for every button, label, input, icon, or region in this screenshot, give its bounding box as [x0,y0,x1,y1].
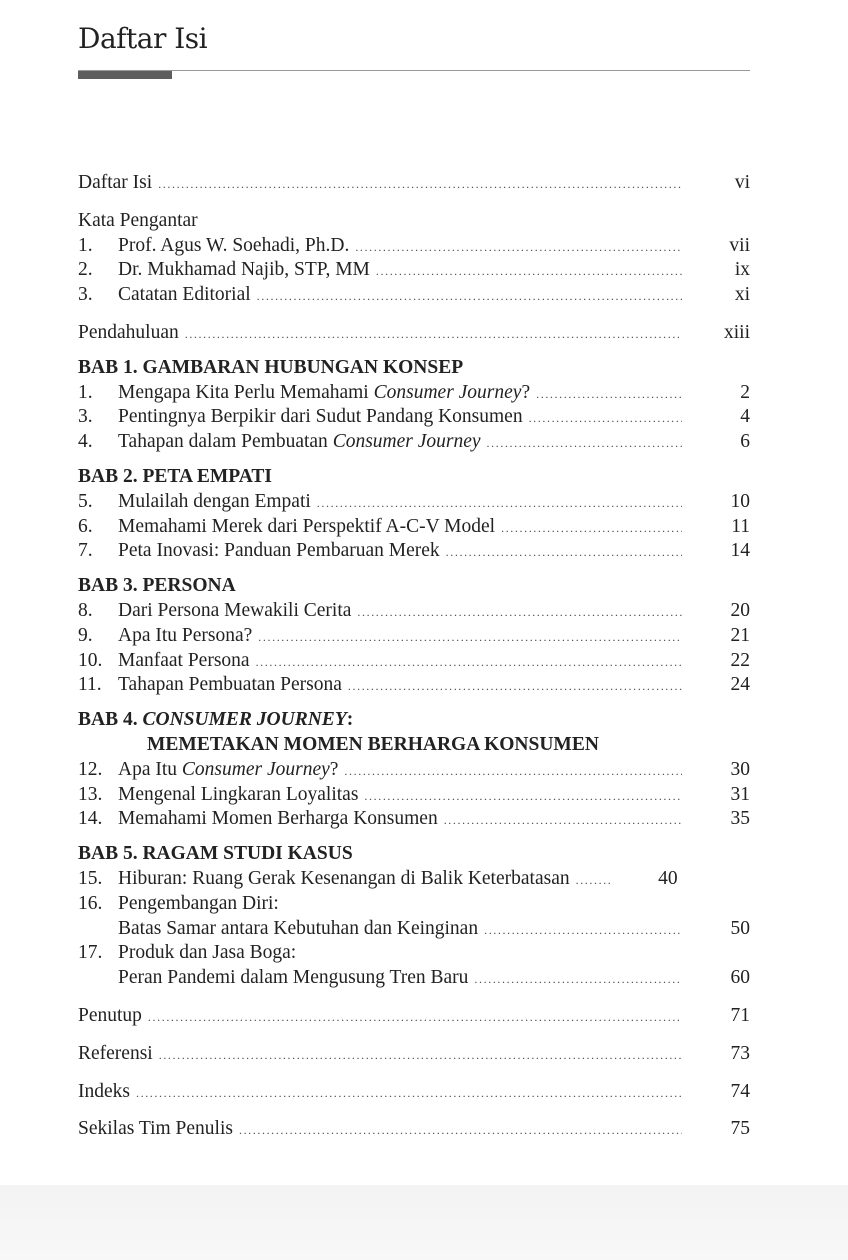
toc-entry-pendahuluan[interactable] [78,321,750,346]
toc-number: 16. [78,892,103,914]
toc-label: Memahami Momen Berharga Konsumen [118,808,438,830]
leader-dots [256,650,682,675]
toc-number: 1. [78,381,93,403]
toc-page-number: xiii [723,321,750,343]
toc-label: Apa Itu Persona? [118,624,253,646]
leader-dots [239,1118,682,1143]
toc-label-line1: Produk dan Jasa Boga: [118,942,297,964]
section-heading-kata-pengantar: Kata Pengantar [78,209,198,231]
toc-entry-line1[interactable] [78,941,750,966]
toc-number: 2. [78,259,93,281]
chapter-heading-bab-3 [78,574,750,599]
leader-dots [159,1043,682,1068]
toc-label: Manfaat Persona [118,649,250,671]
toc-page-number: 74 [730,1080,750,1102]
toc-page-number: 75 [730,1118,750,1140]
leader-dots [136,1081,682,1106]
toc-number: 7. [78,540,93,562]
title-underline [78,70,750,71]
leader-dots [317,491,682,516]
toc-label: Apa Itu Consumer Journey? [118,758,339,780]
table-of-contents [78,171,750,1142]
toc-page-number: vii [729,234,750,256]
toc-number: 9. [78,624,93,646]
leader-dots [501,516,682,541]
toc-page-number: 73 [730,1042,750,1064]
toc-page-number: 71 [730,1004,750,1026]
toc-label: Daftar Isi [78,172,153,193]
toc-page-number: 50 [730,917,750,939]
toc-label: Dari Persona Mewakili Cerita [118,599,352,621]
toc-entry[interactable] [78,758,750,783]
toc-entry[interactable] [78,234,750,259]
leader-dots [474,967,682,992]
toc-page-number: 22 [730,649,750,671]
toc-page-number: 10 [730,490,750,512]
toc-section-heading [78,209,750,234]
toc-label: Tahapan Pembuatan Persona [118,674,342,696]
chapter-heading-text: MEMETAKAN MOMEN BERHARGA KONSUMEN [147,733,599,755]
leader-dots [355,235,682,260]
toc-entry[interactable] [78,649,750,674]
toc-number: 11. [78,674,102,696]
toc-page-number: xi [734,284,750,306]
leader-dots [576,868,610,893]
title-underline-accent [78,71,172,79]
toc-entry[interactable] [78,283,750,308]
toc-label: Batas Samar antara Kebutuhan dan Keinginan [118,917,479,939]
leader-dots [357,600,682,625]
toc-page-number: 4 [740,406,750,428]
toc-number: 5. [78,490,93,512]
toc-entry-penutup[interactable] [78,1004,750,1029]
toc-number: 4. [78,431,93,453]
toc-entry[interactable] [78,381,750,406]
toc-page-number: 11 [731,515,750,537]
toc-entry[interactable] [78,490,750,515]
toc-number: 10. [78,649,103,671]
toc-label: Memahami Merek dari Perspektif A-C-V Model [118,515,496,537]
toc-number: 14. [78,808,103,830]
leader-dots [376,259,682,284]
toc-entry[interactable] [78,430,750,455]
toc-label: Peta Inovasi: Panduan Pembaruan Merek [118,540,440,562]
toc-entry[interactable] [78,917,750,942]
toc-page-number: 21 [730,624,750,646]
chapter-heading-text: BAB 1. GAMBARAN HUBUNGAN KONSEP [78,356,464,378]
toc-label: Tahapan dalam Pembuatan Consumer Journey [118,431,481,453]
leader-dots [484,918,682,943]
toc-entry[interactable] [78,783,750,808]
toc-entry-daftar-isi[interactable] [78,171,750,196]
toc-entry-indeks[interactable] [78,1080,750,1105]
toc-entry[interactable] [78,258,750,283]
toc-label: Dr. Mukhamad Najib, STP, MM [118,259,370,281]
toc-entry[interactable] [78,405,750,430]
leader-dots [158,172,682,197]
leader-dots [536,382,682,407]
toc-label: Referensi [78,1042,153,1064]
toc-entry[interactable] [78,867,750,892]
toc-page-number: 60 [730,967,750,989]
toc-number: 8. [78,599,93,621]
chapter-heading-bab-4 [78,708,750,733]
toc-page-number: vi [734,172,750,193]
toc-label: Mengenal Lingkaran Loyalitas [118,783,359,805]
toc-entry-sekilas-tim-penulis[interactable] [78,1117,750,1142]
toc-label: Peran Pandemi dalam Mengusung Tren Baru [118,967,469,989]
toc-entry[interactable] [78,539,750,564]
chapter-heading-text: BAB 5. RAGAM STUDI KASUS [78,843,353,865]
toc-page-number: 14 [730,540,750,562]
toc-label: Catatan Editorial [118,284,251,306]
toc-number: 1. [78,234,93,256]
toc-page-number: 40 [658,867,678,889]
leader-dots [344,759,682,784]
toc-label: Pentingnya Berpikir dari Sudut Pandang Konsumen [118,406,523,428]
toc-page-number: ix [734,259,750,281]
chapter-heading-text: BAB 4. CONSUMER JOURNEY: [78,709,354,731]
leader-dots [487,431,682,456]
toc-label: Indeks [78,1080,130,1102]
toc-label: Sekilas Tim Penulis [78,1118,233,1140]
chapter-heading-text: BAB 2. PETA EMPATI [78,465,272,487]
leader-dots [446,540,682,565]
toc-page-number: 2 [740,381,750,403]
leader-dots [444,808,682,833]
chapter-heading-bab-2 [78,465,750,490]
toc-entry[interactable] [78,673,750,698]
chapter-heading-bab-1 [78,356,750,381]
leader-dots [258,625,682,650]
toc-entry-line1[interactable] [78,892,750,917]
toc-entry[interactable] [78,966,750,991]
toc-entry[interactable] [78,624,750,649]
toc-number: 6. [78,515,93,537]
leader-dots [148,1005,682,1030]
toc-label: Penutup [78,1004,142,1026]
toc-page-number: 31 [730,783,750,805]
toc-label: Mulailah dengan Empati [118,490,311,512]
toc-page-number: 24 [730,674,750,696]
toc-entry[interactable] [78,599,750,624]
toc-label: Mengapa Kita Perlu Memahami Consumer Journey? [118,381,531,403]
toc-entry-referensi[interactable] [78,1042,750,1067]
leader-dots [185,322,682,347]
chapter-heading-bab-4-subtitle [78,733,750,758]
toc-page-number: 20 [730,599,750,621]
page-bottom-margin [0,1185,848,1260]
toc-number: 12. [78,758,103,780]
toc-label: Hiburan: Ruang Gerak Kesenangan di Balik Keterbatasan [118,867,570,889]
toc-label: Pendahuluan [78,321,179,343]
toc-number: 3. [78,406,93,428]
toc-page-number: 6 [740,431,750,453]
toc-label-line1: Pengembangan Diri: [118,892,279,914]
toc-page-number: 30 [730,758,750,780]
toc-number: 3. [78,284,93,306]
toc-entry[interactable] [78,807,750,832]
chapter-heading-bab-5 [78,842,750,867]
page-title: Daftar Isi [78,22,208,55]
toc-page-number: 35 [730,808,750,830]
leader-dots [364,784,682,809]
toc-entry[interactable] [78,515,750,540]
toc-number: 17. [78,942,103,964]
chapter-heading-text: BAB 3. PERSONA [78,575,236,597]
leader-dots [529,406,682,431]
toc-number: 15. [78,867,103,889]
toc-number: 13. [78,783,103,805]
toc-label: Prof. Agus W. Soehadi, Ph.D. [118,234,350,256]
leader-dots [257,284,682,309]
leader-dots [348,674,682,699]
